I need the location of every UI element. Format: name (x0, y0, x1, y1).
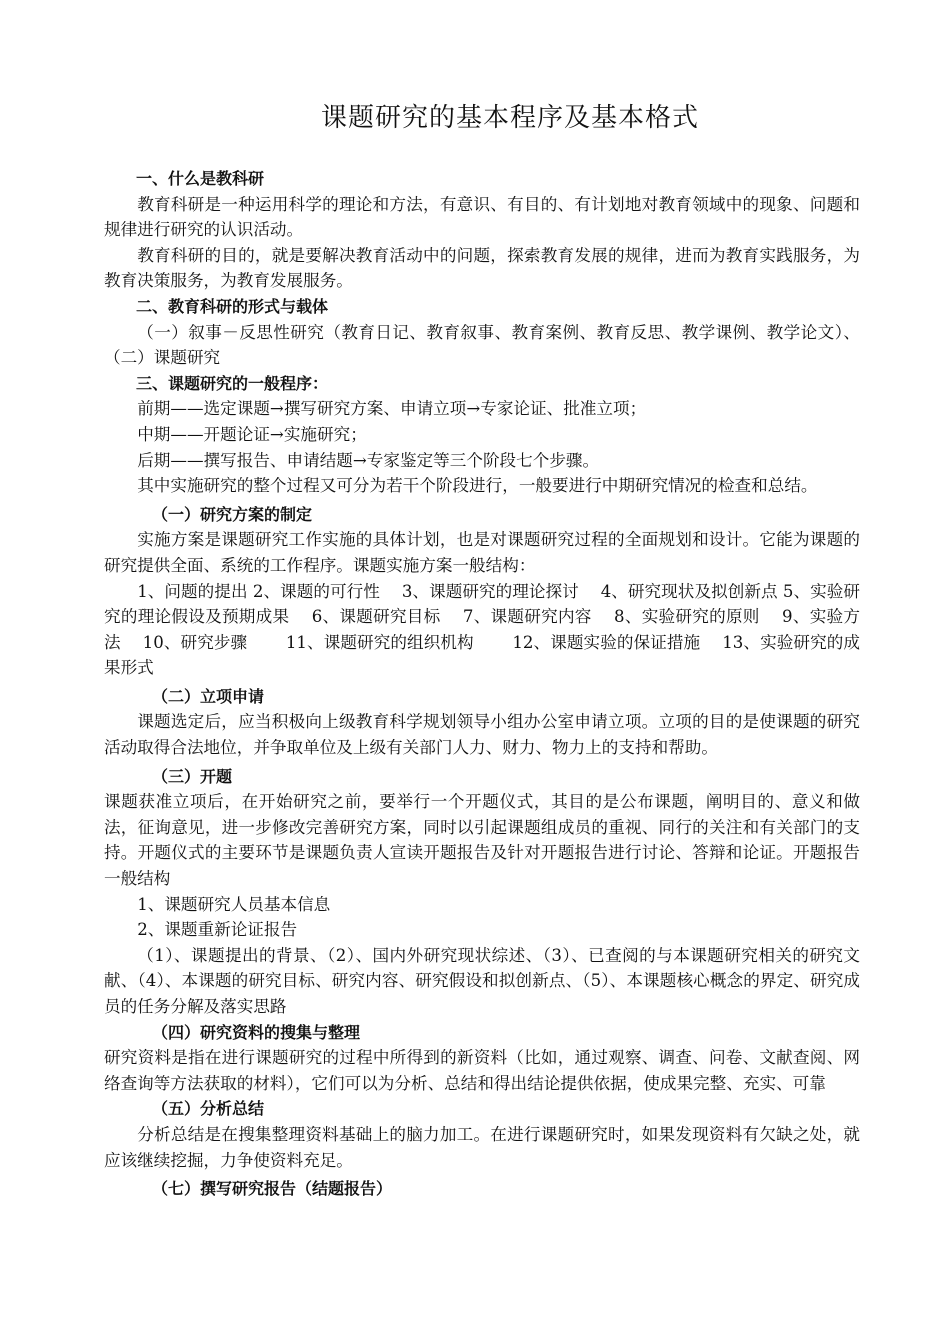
paragraph: （一）叙事－反思性研究（教育日记、教育叙事、教育案例、教育反思、教学课例、教学论文）、（二）课题研究 (104, 322, 860, 368)
section-heading-2: 二、教育科研的形式与载体 (136, 296, 329, 316)
subsection-heading-2: （二）立项申请 (152, 686, 265, 706)
paragraph: 课题选定后，应当积极向上级教育科学规划领导小组办公室申请立项。立项的目的是使课题的研究活动取得合法地位，并争取单位及上级有关部门人力、财力、物力上的支持和帮助。 (104, 712, 860, 758)
page-title: 课题研究的基本程序及基本格式 (320, 103, 699, 133)
procedure-middle: 中期——开题论证→实施研究； (137, 424, 367, 444)
subsection-heading-1: （一）研究方案的制定 (152, 504, 313, 524)
subsection-heading-5: （五）分析总结 (152, 1099, 265, 1119)
section-heading-1: 一、什么是教科研 (136, 169, 265, 188)
procedure-early: 前期——选定课题→撰写研究方案、申请立项→专家论证、批准立项； (137, 399, 647, 419)
paragraph: 教育科研的目的，就是要解决教育活动中的问题，探索教育发展的规律，进而为教育实践服务，为教育决策服务，为教育发展服务。 (104, 245, 860, 291)
subsection-heading-3: （三）开题 (152, 766, 233, 786)
paragraph: 分析总结是在搜集整理资料基础上的脑力加工。在进行课题研究时，如果发现资料有欠缺之处，就应该继续挖掘，力争使资料充足。 (104, 1124, 860, 1170)
document-body (104, 166, 860, 1202)
paragraph: 教育科研是一种运用科学的理论和方法，有意识、有目的、有计划地对教育领域中的现象、问题和规律进行研究的认识活动。 (104, 194, 860, 240)
section-heading-3: 三、课题研究的一般程序： (136, 373, 329, 393)
paragraph: 研究资料是指在进行课题研究的过程中所得到的新资料（比如，通过观察、调查、问卷、文献查阅、网络查询等方法获取的材料），它们可以为分析、总结和得出结论提供依据，使成果完整、充实、可靠 (104, 1048, 860, 1093)
plan-structure-list: 1、问题的提出 2、课题的可行性 3、课题研究的理论探讨 4、研究现状及拟创新点 5、实验研究的理论假设及预期成果 6、课题研究目标 7、课题研究内容 8、实验研究的原则 9、实验方法 10、研究步骤 11、课题研究的组织机构 12、课题实验的保证措施 13、实验研究的成果形式 (104, 581, 860, 678)
subsection-heading-4: （四）研究资料的搜集与整理 (152, 1022, 361, 1042)
procedure-late: 后期——撰写报告、申请结题→专家鉴定等三个阶段七个步骤。 (137, 450, 600, 470)
list-item: 1、课题研究人员基本信息 (137, 894, 331, 914)
paragraph: 课题获准立项后，在开始研究之前，要举行一个开题仪式，其目的是公布课题，阐明目的、意义和做法，征询意见，进一步修改完善研究方案，同时以引起课题组成员的重视、同行的关注和有关部门的支持。开题仪式的主要环节是课题负责人宣读开题报告及针对开题报告进行讨论、答辩和论证。开题报告一般结构 (104, 792, 860, 889)
subsection-heading-7: （七）撰写研究报告（结题报告） (152, 1179, 393, 1199)
paragraph: 其中实施研究的整个过程又可分为若干个阶段进行，一般要进行中期研究情况的检查和总结。 (137, 476, 818, 496)
paragraph: 实施方案是课题研究工作实施的具体计划，也是对课题研究过程的全面规划和设计。它能为课题的研究提供全面、系统的工作程序。课题实施方案一般结构： (104, 530, 860, 575)
paragraph: （1）、课题提出的背景、（2）、国内外研究现状综述、（3）、已查阅的与本课题研究相关的研究文献、（4）、本课题的研究目标、研究内容、研究假设和拟创新点、（5）、本课题核心概念的界定、研究成员的任务分解及落实思路 (104, 945, 860, 1016)
list-item: 2、课题重新论证报告 (137, 920, 298, 940)
